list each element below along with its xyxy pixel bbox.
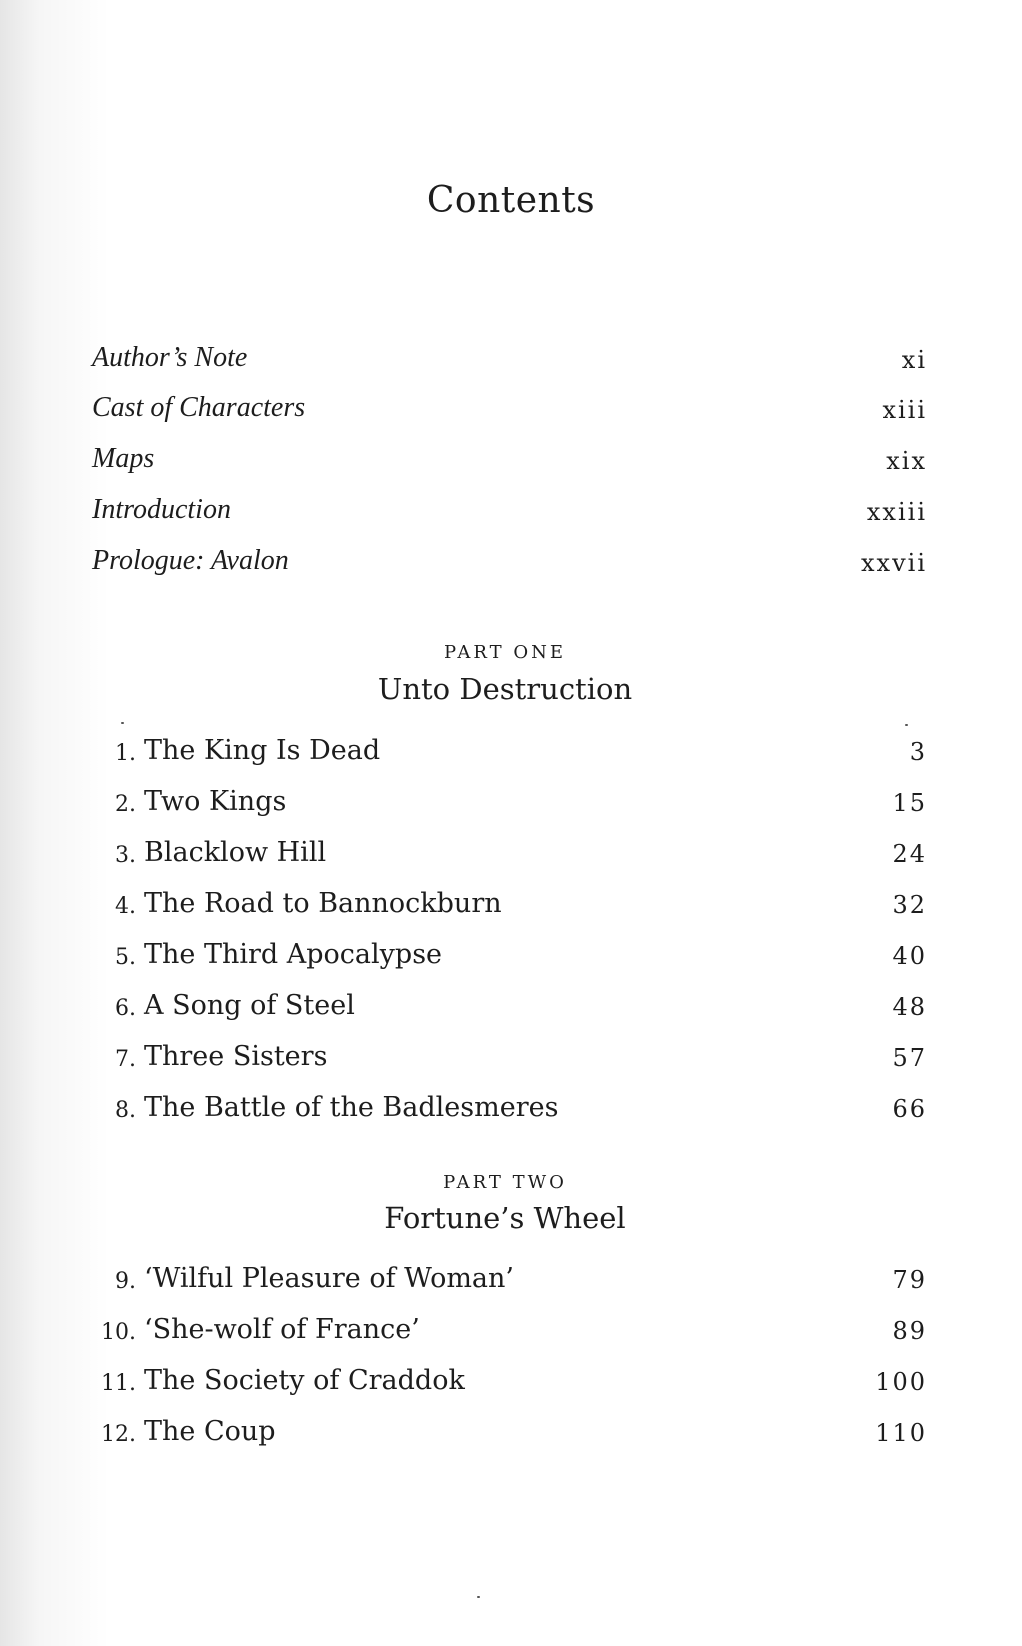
- front-matter-page: xxvii: [861, 549, 927, 577]
- front-matter-page: xxiii: [866, 498, 927, 526]
- print-speck: [121, 722, 124, 724]
- front-matter-label: Introduction: [92, 494, 231, 525]
- chapter-row: [92, 777, 927, 821]
- chapter-number: 12.: [101, 1422, 136, 1447]
- front-matter-label: Cast of Characters: [92, 392, 306, 423]
- chapter-title: ‘She-wolf of France’: [144, 1314, 420, 1345]
- page-title: Contents: [426, 180, 596, 221]
- chapter-number: 2.: [115, 792, 136, 817]
- chapter-number: 9.: [115, 1269, 136, 1294]
- front-matter-row: [92, 384, 927, 428]
- part-one-title: Unto Destruction: [377, 672, 633, 706]
- chapter-page: 110: [875, 1419, 927, 1447]
- chapter-row: [92, 1254, 927, 1298]
- chapter-row: [92, 1407, 927, 1451]
- chapter-number: 1.: [115, 741, 136, 766]
- chapter-title: The Third Apocalypse: [144, 939, 443, 970]
- chapter-row: [92, 726, 927, 770]
- chapter-title: A Song of Steel: [144, 990, 355, 1021]
- chapter-page: 15: [892, 789, 927, 817]
- front-matter-row: [92, 486, 927, 530]
- front-matter-row: [92, 435, 927, 479]
- chapter-page: 48: [892, 993, 927, 1021]
- part-one-label: PART ONE: [443, 642, 567, 663]
- chapter-row: [92, 981, 927, 1025]
- chapter-title: Three Sisters: [144, 1041, 328, 1072]
- chapter-row: [92, 1305, 927, 1349]
- print-speck: [477, 1596, 480, 1598]
- chapter-page: 32: [892, 891, 927, 919]
- chapter-page: 57: [892, 1044, 927, 1072]
- chapter-title: Blacklow Hill: [144, 837, 327, 868]
- front-matter-label: Prologue: Avalon: [92, 545, 289, 576]
- chapter-page: 66: [892, 1095, 927, 1123]
- chapter-title: The King Is Dead: [144, 735, 381, 766]
- chapter-title: The Battle of the Badlesmeres: [144, 1092, 559, 1123]
- chapter-page: 79: [892, 1266, 927, 1294]
- chapter-row: [92, 879, 927, 923]
- chapter-page: 40: [892, 942, 927, 970]
- chapter-title: The Coup: [144, 1416, 276, 1447]
- chapter-title: The Road to Bannockburn: [144, 888, 502, 919]
- chapter-page: 100: [875, 1368, 927, 1396]
- chapter-row: [92, 1032, 927, 1076]
- chapter-number: 8.: [115, 1098, 136, 1123]
- front-matter-page: xix: [886, 447, 927, 475]
- part-two-title: Fortune’s Wheel: [384, 1201, 626, 1235]
- chapter-number: 10.: [101, 1320, 136, 1345]
- chapter-row: [92, 1083, 927, 1127]
- chapter-row: [92, 828, 927, 872]
- front-matter-label: Author’s Note: [92, 342, 248, 373]
- print-speck: [905, 724, 908, 726]
- front-matter-page: xi: [901, 346, 927, 374]
- chapter-number: 3.: [115, 843, 136, 868]
- chapter-page: 3: [909, 738, 927, 766]
- chapter-number: 6.: [115, 996, 136, 1021]
- chapter-page: 24: [892, 840, 927, 868]
- chapter-number: 5.: [115, 945, 136, 970]
- part-two-label: PART TWO: [443, 1172, 567, 1193]
- front-matter-page: xiii: [882, 396, 927, 424]
- front-matter-label: Maps: [92, 443, 155, 474]
- chapter-page: 89: [892, 1317, 927, 1345]
- chapter-row: [92, 1356, 927, 1400]
- chapter-number: 4.: [115, 894, 136, 919]
- chapter-row: [92, 930, 927, 974]
- chapter-number: 7.: [115, 1047, 136, 1072]
- chapter-title: ‘Wilful Pleasure of Woman’: [144, 1263, 514, 1294]
- chapter-title: The Society of Craddok: [144, 1365, 465, 1396]
- chapter-title: Two Kings: [144, 786, 287, 817]
- front-matter-row: [92, 537, 927, 581]
- front-matter-row: [92, 334, 927, 378]
- chapter-number: 11.: [101, 1371, 136, 1396]
